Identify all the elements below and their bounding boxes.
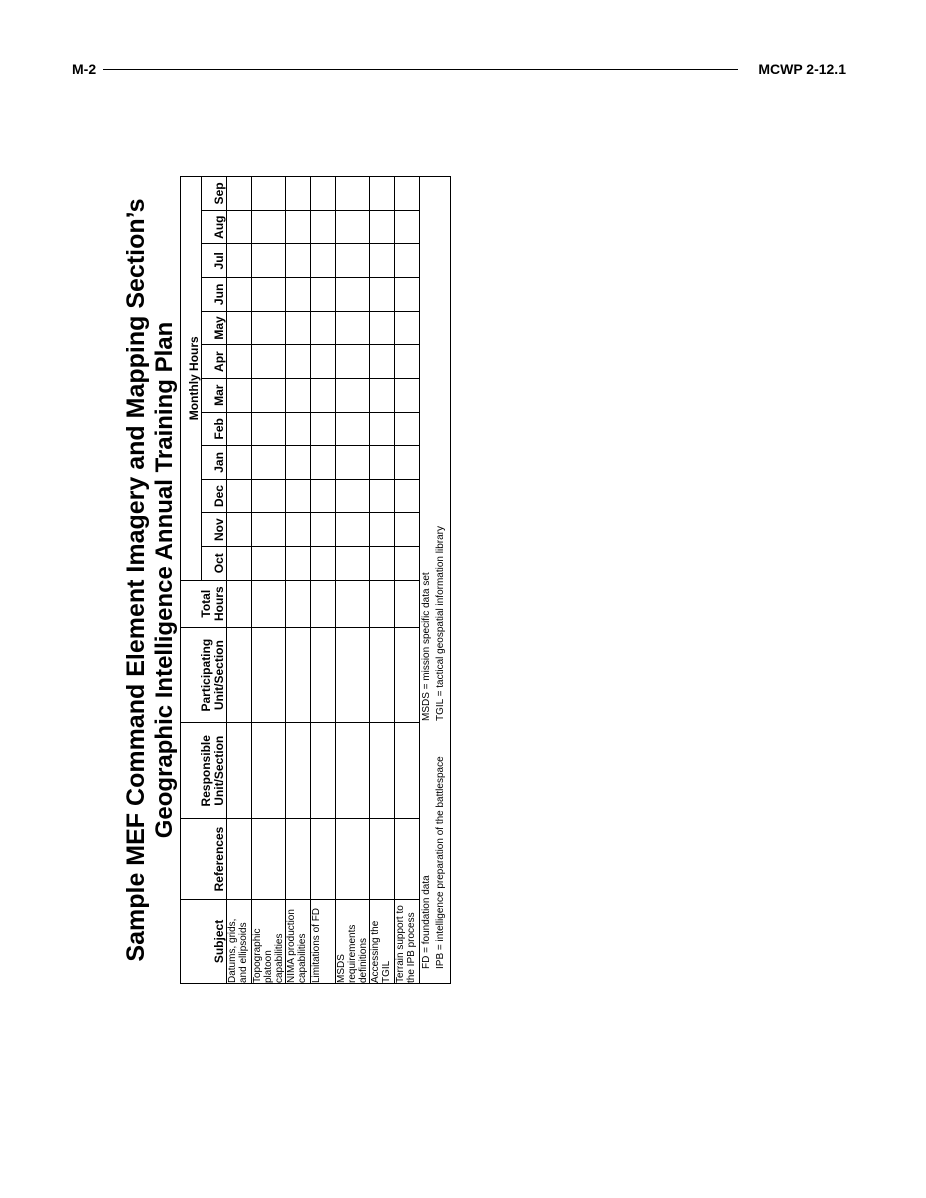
blank-entry-cell [286, 580, 311, 627]
month-hours-cell [252, 546, 286, 580]
blank-entry-cell [252, 819, 286, 900]
subject-cell: Accessing the TGIL [370, 899, 395, 983]
month-hours-cell [286, 412, 311, 446]
blank-entry-cell [336, 580, 370, 627]
table-row [286, 177, 311, 984]
month-header-apr: Apr [202, 345, 227, 379]
subject-cell: NIMA production capabilities [286, 899, 311, 983]
blank-entry-cell [395, 580, 420, 627]
subject-cell: Limitations of FD [311, 899, 336, 983]
month-hours-cell [336, 345, 370, 379]
month-hours-cell [336, 311, 370, 345]
month-hours-cell [370, 378, 395, 412]
month-hours-cell [252, 378, 286, 412]
month-hours-cell [336, 177, 370, 211]
blank-entry-cell [336, 819, 370, 900]
month-hours-cell [286, 446, 311, 480]
training-plan-table [180, 176, 451, 984]
month-hours-cell [336, 412, 370, 446]
blank-entry-cell [252, 580, 286, 627]
table-row [370, 177, 395, 984]
abbreviation-notes [420, 177, 451, 984]
monthly-hours-header: Monthly Hours [181, 177, 202, 581]
month-hours-cell [395, 345, 420, 379]
blank-entry-cell [370, 627, 395, 723]
month-hours-cell [336, 210, 370, 244]
month-header-jul: Jul [202, 244, 227, 278]
running-header-left: M-2 [72, 61, 97, 77]
blank-entry-cell [227, 580, 252, 627]
month-hours-cell [311, 378, 336, 412]
col-total-hours-header [181, 580, 227, 627]
month-hours-cell [395, 378, 420, 412]
month-hours-cell [311, 278, 336, 312]
month-hours-cell [286, 311, 311, 345]
month-hours-cell [370, 177, 395, 211]
month-hours-cell [336, 513, 370, 547]
month-hours-cell [370, 513, 395, 547]
month-hours-cell [227, 446, 252, 480]
month-hours-cell [227, 412, 252, 446]
note-ipb: IPB = intelligence preparation of the battlespace [435, 756, 446, 969]
month-hours-cell [286, 210, 311, 244]
month-header-sep: Sep [202, 177, 227, 211]
month-hours-cell [370, 210, 395, 244]
month-hours-cell [395, 278, 420, 312]
month-hours-cell [395, 244, 420, 278]
note-tgil: TGIL = tactical geospatial information library [435, 526, 446, 721]
month-hours-cell [252, 244, 286, 278]
month-hours-cell [286, 345, 311, 379]
month-hours-cell [227, 278, 252, 312]
blank-entry-cell [370, 723, 395, 819]
plan-title-line2: Geographic Intelligence Annual Training Plan [151, 321, 178, 839]
blank-entry-cell [227, 819, 252, 900]
blank-entry-cell [311, 819, 336, 900]
month-hours-cell [370, 311, 395, 345]
month-hours-cell [395, 513, 420, 547]
col-responsible-line2: Unit/Section [212, 735, 226, 806]
month-hours-cell [395, 446, 420, 480]
col-references-header: References [181, 819, 227, 900]
month-hours-cell [395, 412, 420, 446]
month-header-jun: Jun [202, 278, 227, 312]
month-hours-cell [336, 546, 370, 580]
col-responsible-header [181, 723, 227, 819]
month-hours-cell [311, 244, 336, 278]
blank-entry-cell [286, 723, 311, 819]
month-hours-cell [370, 345, 395, 379]
blank-entry-cell [252, 627, 286, 723]
month-hours-cell [395, 311, 420, 345]
month-header-jan: Jan [202, 446, 227, 480]
month-hours-cell [336, 378, 370, 412]
month-hours-cell [286, 244, 311, 278]
month-hours-cell [311, 210, 336, 244]
month-hours-cell [311, 479, 336, 513]
plan-title-line1: Sample MEF Command Element Imagery and Mapping Section’s [122, 198, 150, 962]
month-hours-cell [311, 345, 336, 379]
month-hours-cell [395, 479, 420, 513]
month-hours-cell [286, 177, 311, 211]
month-hours-cell [227, 210, 252, 244]
month-hours-cell [227, 345, 252, 379]
note-fd: FD = foundation data [421, 875, 432, 969]
col-subject-header: Subject [181, 899, 227, 983]
month-hours-cell [311, 446, 336, 480]
col-participating-line1: Participating [199, 638, 213, 712]
table-row [395, 177, 420, 984]
month-hours-cell [227, 513, 252, 547]
col-total-line2: Hours [212, 586, 226, 622]
table-row [227, 177, 252, 984]
subject-cell: Datums, grids, and ellipsoids [227, 899, 252, 983]
month-hours-cell [370, 244, 395, 278]
subject-cell: Terrain support to the IPB process [395, 899, 420, 983]
running-header-right: MCWP 2-12.1 [758, 61, 846, 77]
month-hours-cell [252, 345, 286, 379]
month-hours-cell [311, 311, 336, 345]
month-header-oct: Oct [202, 546, 227, 580]
col-total-line1: Total [199, 589, 213, 618]
month-header-mar: Mar [202, 378, 227, 412]
blank-entry-cell [311, 580, 336, 627]
month-hours-cell [252, 210, 286, 244]
month-hours-cell [336, 278, 370, 312]
month-hours-cell [286, 278, 311, 312]
month-hours-cell [227, 546, 252, 580]
table-row [336, 177, 370, 984]
month-header-nov: Nov [202, 513, 227, 547]
month-hours-cell [370, 278, 395, 312]
month-hours-cell [370, 479, 395, 513]
blank-entry-cell [370, 819, 395, 900]
month-hours-cell [370, 446, 395, 480]
month-hours-cell [252, 311, 286, 345]
running-header-rule [103, 69, 738, 70]
rotated-training-plan [120, 170, 446, 990]
blank-entry-cell [336, 627, 370, 723]
month-hours-cell [311, 412, 336, 446]
col-participating-header [181, 627, 227, 723]
month-header-aug: Aug [202, 210, 227, 244]
month-hours-cell [311, 513, 336, 547]
month-hours-cell [252, 177, 286, 211]
blank-entry-cell [395, 819, 420, 900]
blank-entry-cell [227, 627, 252, 723]
blank-entry-cell [227, 723, 252, 819]
month-hours-cell [370, 412, 395, 446]
month-hours-cell [395, 546, 420, 580]
month-hours-cell [311, 177, 336, 211]
blank-entry-cell [311, 627, 336, 723]
month-hours-cell [227, 479, 252, 513]
month-hours-cell [336, 446, 370, 480]
note-msds: MSDS = mission specific data set [421, 572, 432, 721]
blank-entry-cell [336, 723, 370, 819]
blank-entry-cell [286, 627, 311, 723]
blank-entry-cell [395, 723, 420, 819]
blank-entry-cell [311, 723, 336, 819]
month-hours-cell [227, 177, 252, 211]
month-hours-cell [252, 513, 286, 547]
month-hours-cell [336, 479, 370, 513]
table-row [252, 177, 286, 984]
blank-entry-cell [286, 819, 311, 900]
month-hours-cell [252, 479, 286, 513]
month-header-dec: Dec [202, 479, 227, 513]
subject-cell: MSDS requirements definitions [336, 899, 370, 983]
month-hours-cell [395, 210, 420, 244]
month-hours-cell [286, 546, 311, 580]
subject-cell: Topographic platoon capabilities [252, 899, 286, 983]
month-hours-cell [286, 513, 311, 547]
month-hours-cell [395, 177, 420, 211]
month-hours-cell [336, 244, 370, 278]
col-participating-line2: Unit/Section [212, 640, 226, 711]
blank-entry-cell [395, 627, 420, 723]
month-header-feb: Feb [202, 412, 227, 446]
table-row [311, 177, 336, 984]
plan-body [227, 177, 420, 984]
month-hours-cell [227, 244, 252, 278]
col-responsible-line1: Responsible [199, 735, 213, 807]
month-hours-cell [252, 278, 286, 312]
month-hours-cell [252, 446, 286, 480]
month-hours-cell [286, 479, 311, 513]
month-header-may: May [202, 311, 227, 345]
month-hours-cell [252, 412, 286, 446]
blank-entry-cell [370, 580, 395, 627]
month-hours-cell [311, 546, 336, 580]
blank-entry-cell [252, 723, 286, 819]
month-hours-cell [227, 378, 252, 412]
month-hours-cell [370, 546, 395, 580]
month-hours-cell [227, 311, 252, 345]
month-hours-cell [286, 378, 311, 412]
